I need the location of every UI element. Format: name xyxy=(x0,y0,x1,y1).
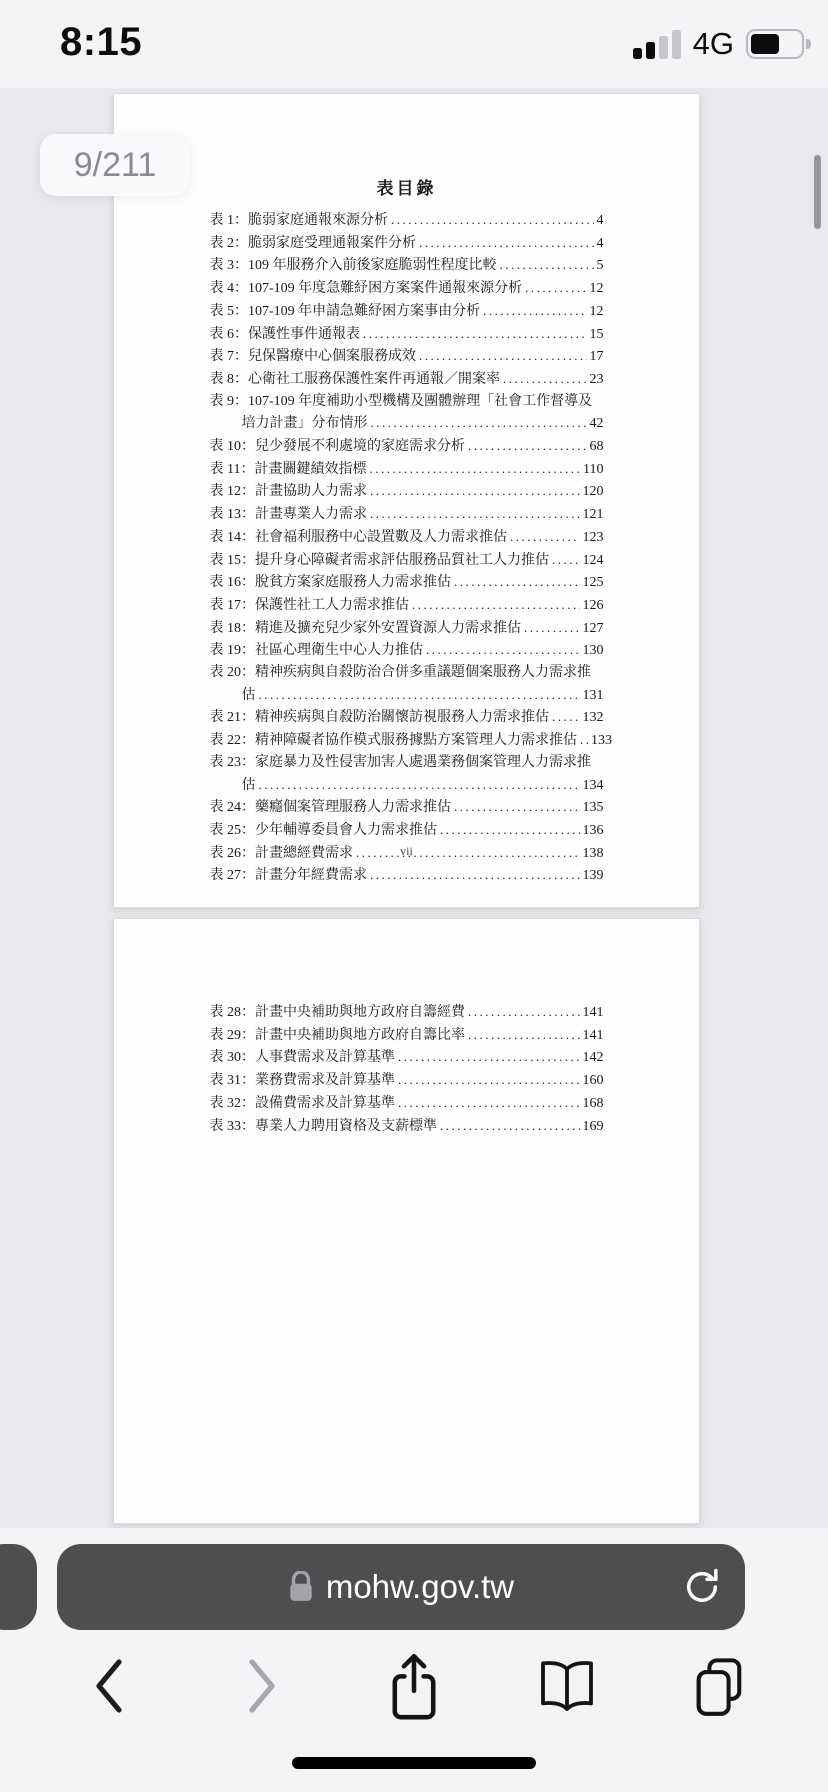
toc-entry[interactable] xyxy=(210,368,604,391)
toc-entry-page-number: 12 xyxy=(589,303,604,319)
toc-entry-text: 表 4：107-109 年度急難紓困方案案件通報來源分析 xyxy=(209,281,523,297)
bookmarks-book-icon[interactable] xyxy=(536,1651,598,1721)
dot-leader xyxy=(370,503,580,526)
toc-entry-page-number: 141 xyxy=(582,1005,604,1020)
toc-entry[interactable] xyxy=(210,526,604,549)
toc-entry-page-number: 126 xyxy=(582,597,604,613)
toc-entry-text: 表 32：設備費需求及計算基準 xyxy=(209,1095,395,1111)
toc-entry-page-number: 124 xyxy=(582,552,604,568)
status-bar xyxy=(0,0,828,88)
toc-entry-page-number: 133 xyxy=(591,733,612,749)
dot-leader xyxy=(363,323,587,346)
dot-leader xyxy=(398,1046,580,1069)
toc-entry-text: 表 19：社區心理衛生中心人力推估 xyxy=(209,643,423,659)
pdf-page-2 xyxy=(113,918,700,1524)
dot-leader xyxy=(503,368,587,391)
toc-entry-text: 表 15：提升身心障礙者需求評估服務品質社工人力推估 xyxy=(209,552,549,568)
toc-entry-text: 表 18：精進及擴充兒少家外安置資源人力需求推估 xyxy=(209,620,521,636)
address-bar[interactable] xyxy=(57,1544,745,1630)
toc-entry-page-number: 139 xyxy=(582,868,604,884)
toc-entry-text: 表 11：計畫關鍵績效指標 xyxy=(209,461,367,477)
toc-entry-text: 表 1：脆弱家庭通報來源分析 xyxy=(209,213,388,228)
toc-entry-page-number: 121 xyxy=(582,507,604,523)
toc-entry-text: 培力計畫」分布情形 xyxy=(241,416,368,432)
toc-entry-page-number: 168 xyxy=(582,1095,604,1111)
toc-entry[interactable] xyxy=(209,729,612,752)
toc-entry[interactable] xyxy=(210,752,604,796)
toc-entry-text: 表 8：心衛社工服務保護性案件再通報／開案率 xyxy=(209,371,500,387)
toc-entry[interactable] xyxy=(210,1115,604,1138)
toc-entry-page-number: 12 xyxy=(589,281,604,297)
toc-entry[interactable] xyxy=(210,1046,604,1069)
toc-entry[interactable] xyxy=(210,277,604,300)
toc-entry-page-number: 4 xyxy=(596,213,604,228)
toc-entry-text: 表 13：計畫專業人力需求 xyxy=(209,507,367,523)
toc-entry-text: 表 10：兒少發展不利處境的家庭需求分析 xyxy=(209,439,465,455)
lock-icon xyxy=(288,1571,314,1603)
toc-entry-text: 估 xyxy=(241,687,256,703)
toc-entry[interactable] xyxy=(210,617,604,640)
toc-entry-page-number: 138 xyxy=(582,845,604,861)
toc-entry-text: 表 16：脫貧方案家庭服務人力需求推估 xyxy=(209,575,451,591)
share-icon[interactable] xyxy=(383,1651,445,1721)
toc-entry-text: 表 33：專業人力聘用資格及支薪標準 xyxy=(209,1118,437,1134)
toc-entry-page-number: 123 xyxy=(582,529,604,545)
toc-entry-page-number: 135 xyxy=(582,800,604,816)
toc-entry-text: 表 24：藥癮個案管理服務人力需求推估 xyxy=(209,800,451,816)
dot-leader xyxy=(398,1069,580,1092)
toc-entry-page-number: 136 xyxy=(582,822,604,838)
status-time: 8:15 xyxy=(60,20,143,64)
dot-leader xyxy=(412,594,580,617)
page-footer-number: vii xyxy=(400,844,413,858)
dot-leader xyxy=(369,458,580,481)
toc-entry-text: 表 21：精神疾病與自殺防治關懷訪視服務人力需求推估 xyxy=(209,710,549,726)
toc-entry[interactable] xyxy=(210,435,604,458)
toc-entry[interactable] xyxy=(210,796,604,819)
dot-leader xyxy=(524,617,580,640)
table-of-tables-list-continued xyxy=(210,1001,604,1137)
toc-entry[interactable] xyxy=(210,458,604,481)
dot-leader xyxy=(259,684,580,707)
toc-entry[interactable] xyxy=(210,639,604,662)
toc-entry-page-number: 15 xyxy=(589,326,604,342)
toc-entry-page-number: 131 xyxy=(582,687,604,703)
toc-entry-page-number: 23 xyxy=(589,371,604,387)
toc-entry[interactable] xyxy=(210,1001,604,1024)
safari-bottom-bar xyxy=(0,1528,828,1792)
toc-entry-text: 表 12：計畫協助人力需求 xyxy=(209,484,367,500)
back-button[interactable] xyxy=(78,1651,140,1721)
toc-entry-text: 表 5：107-109 年申請急難紓困方案事由分析 xyxy=(209,303,481,319)
pdf-page-1 xyxy=(113,93,700,908)
toc-entry[interactable] xyxy=(210,254,604,277)
toc-entry-text: 表 22：精神障礙者協作模式服務據點方案管理人力需求推估 xyxy=(209,733,577,749)
toc-entry-text: 表 26：計畫總經費需求 xyxy=(209,845,353,861)
dot-leader xyxy=(468,435,587,458)
toc-entry[interactable] xyxy=(210,864,604,887)
dot-leader xyxy=(500,254,594,277)
toc-entry-text: 表 30：人事費需求及計算基準 xyxy=(209,1050,395,1066)
dot-leader xyxy=(426,639,580,662)
toc-entry-text: 表 20：精神疾病與自殺防治合併多重議題個案服務人力需求推 xyxy=(209,665,591,681)
previous-tab-peek[interactable] xyxy=(0,1544,37,1630)
toc-entry[interactable] xyxy=(210,232,604,255)
toc-entry-page-number: 132 xyxy=(582,710,604,726)
toc-entry[interactable] xyxy=(210,549,604,572)
toc-entry-text: 表 7：兒保醫療中心個案服務成效 xyxy=(209,349,416,365)
dot-leader xyxy=(370,480,580,503)
toc-entry-page-number: 5 xyxy=(596,258,604,274)
reload-icon[interactable] xyxy=(681,1566,723,1608)
dot-leader xyxy=(419,232,594,255)
address-bar-url: mohw.gov.tw xyxy=(325,1568,515,1605)
table-of-tables-list xyxy=(209,209,612,887)
toc-entry-page-number: 134 xyxy=(582,777,604,793)
toc-entry-page-number: 125 xyxy=(582,575,604,591)
dot-leader xyxy=(454,796,580,819)
toc-entry-page-number: 160 xyxy=(582,1073,604,1089)
dot-leader xyxy=(440,1115,580,1138)
toc-entry[interactable] xyxy=(210,1069,604,1092)
toc-entry-page-number: 130 xyxy=(582,643,604,659)
toc-entry-text: 估 xyxy=(241,777,256,793)
toc-entry-text: 表 14：社會福利服務中心設置數及人力需求推估 xyxy=(209,529,507,545)
dot-leader xyxy=(468,1024,580,1047)
network-type-label: 4G xyxy=(692,26,734,61)
dot-leader xyxy=(454,571,580,594)
toc-entry-page-number: 142 xyxy=(582,1050,604,1066)
browser-nav-row xyxy=(0,1646,828,1726)
document-title: 表目錄 xyxy=(376,179,437,198)
page-position-badge: 9/211 xyxy=(40,134,190,196)
toc-entry-page-number: 127 xyxy=(582,620,604,636)
dot-leader xyxy=(391,209,594,232)
tabs-icon[interactable] xyxy=(688,1651,750,1721)
toc-entry[interactable] xyxy=(210,345,604,368)
forward-button[interactable] xyxy=(231,1651,293,1721)
dot-leader xyxy=(468,1001,580,1024)
toc-entry[interactable] xyxy=(210,209,604,232)
toc-entry[interactable] xyxy=(210,300,604,323)
status-right-cluster xyxy=(633,26,804,62)
dot-leader xyxy=(525,277,586,300)
scrollbar-thumb[interactable] xyxy=(814,155,821,229)
dot-leader xyxy=(552,706,580,729)
toc-entry-page-number: 110 xyxy=(583,461,604,477)
dot-leader xyxy=(398,1092,580,1115)
toc-entry-text: 表 6：保護性事件通報表 xyxy=(209,326,360,342)
pdf-viewer xyxy=(0,88,828,1528)
toc-entry-page-number: 141 xyxy=(582,1027,604,1043)
toc-entry-text: 表 25：少年輔導委員會人力需求推估 xyxy=(209,822,437,838)
toc-entry-text: 表 9：107-109 年度補助小型機構及團體辦理「社會工作督導及 xyxy=(209,393,593,409)
toc-entry-text: 表 23：家庭暴力及性侵害加害人處遇業務個案管理人力需求推 xyxy=(209,754,591,770)
toc-entry-text: 表 2：脆弱家庭受理通報案件分析 xyxy=(209,235,416,251)
toc-entry[interactable] xyxy=(210,594,604,617)
toc-entry[interactable] xyxy=(210,1092,604,1115)
toc-entry-text: 表 28：計畫中央補助與地方政府自籌經費 xyxy=(209,1005,465,1020)
toc-entry[interactable] xyxy=(210,1024,604,1047)
dot-leader xyxy=(259,774,580,797)
toc-entry-text: 表 17：保護性社工人力需求推估 xyxy=(209,597,409,613)
dot-leader xyxy=(552,549,580,572)
dot-leader xyxy=(440,819,580,842)
toc-entry[interactable] xyxy=(210,480,604,503)
cellular-signal-icon xyxy=(633,29,681,59)
toc-entry[interactable] xyxy=(210,819,604,842)
toc-entry-page-number: 68 xyxy=(589,439,604,455)
home-indicator[interactable] xyxy=(292,1757,536,1769)
dot-leader xyxy=(370,864,580,887)
toc-entry-page-number: 4 xyxy=(596,235,604,251)
toc-entry[interactable] xyxy=(210,503,604,526)
toc-entry-text: 表 3：109 年服務介入前後家庭脆弱性程度比較 xyxy=(209,258,497,274)
toc-entry[interactable] xyxy=(210,323,604,346)
toc-entry-text: 表 27：計畫分年經費需求 xyxy=(209,868,367,884)
toc-entry-text: 表 29：計畫中央補助與地方政府自籌比率 xyxy=(209,1027,465,1043)
toc-entry[interactable] xyxy=(210,662,604,706)
dot-leader xyxy=(580,729,588,752)
toc-entry[interactable] xyxy=(210,391,604,435)
dot-leader xyxy=(371,412,587,435)
dot-leader xyxy=(419,345,587,368)
dot-leader xyxy=(510,526,580,549)
toc-entry[interactable] xyxy=(210,706,604,729)
battery-icon xyxy=(746,29,804,59)
toc-entry[interactable] xyxy=(210,571,604,594)
toc-entry-page-number: 17 xyxy=(589,349,604,365)
dot-leader xyxy=(483,300,586,323)
toc-entry-page-number: 120 xyxy=(582,484,604,500)
toc-entry-text: 表 31：業務費需求及計算基準 xyxy=(209,1073,395,1089)
toc-entry-page-number: 169 xyxy=(582,1118,604,1134)
toc-entry-page-number: 42 xyxy=(589,416,604,432)
